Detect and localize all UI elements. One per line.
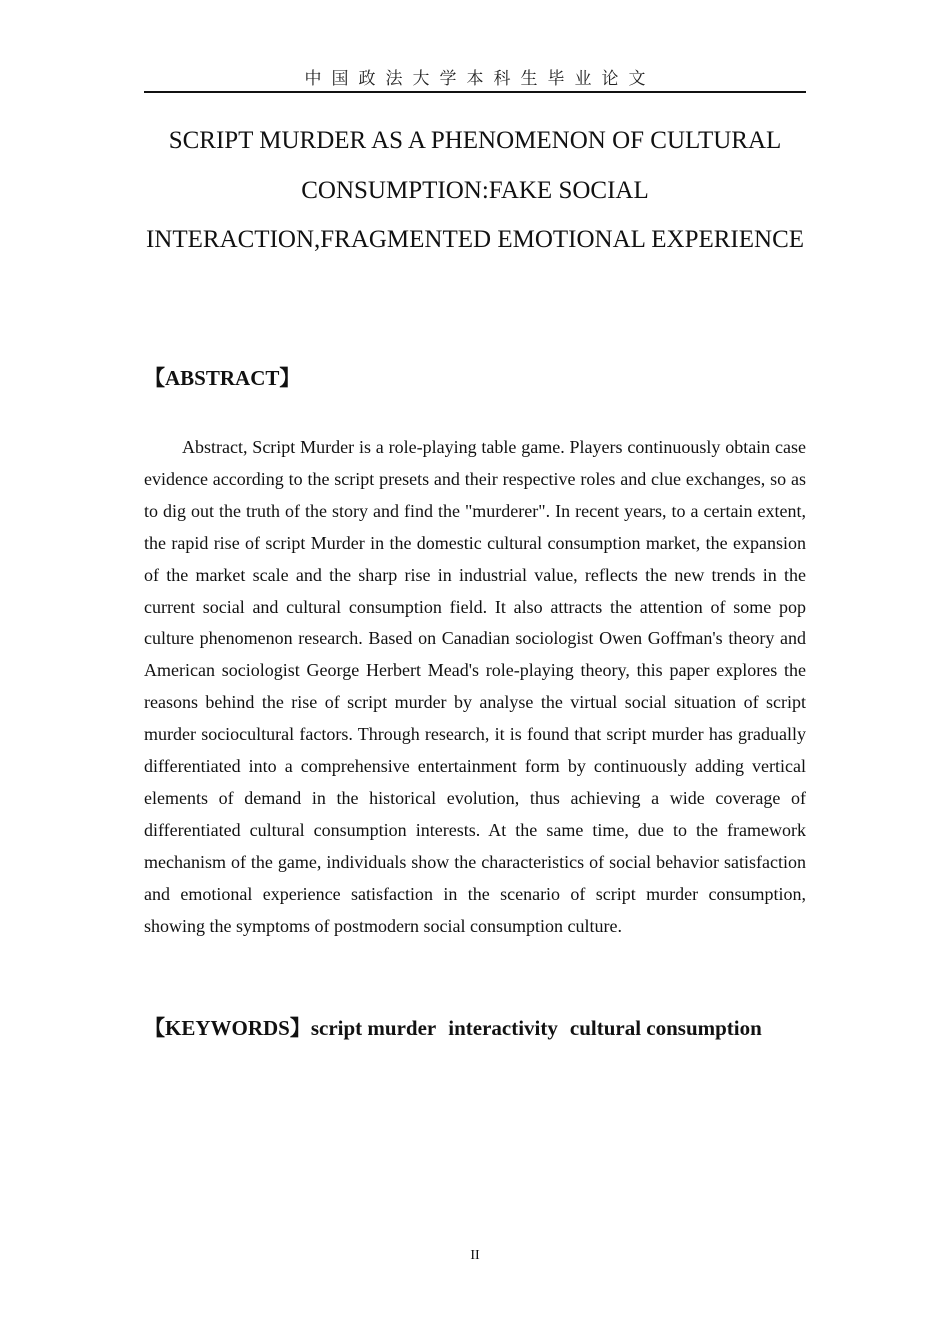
paper-title: SCRIPT MURDER AS A PHENOMENON OF CULTURAL CONSUMPTION:FAKE SOCIAL INTERACTION,FRAGMENTED EMOTIONAL EXPERIENCE	[145, 127, 805, 253]
keywords-line	[144, 1012, 824, 1044]
page-number: II	[470, 1248, 480, 1263]
abstract-heading: 【ABSTRACT】	[144, 366, 301, 390]
running-header: 中国政法大学本科生毕业论文	[304, 69, 656, 89]
keyword: interactivity	[448, 1016, 558, 1040]
keyword: cultural consumption	[569, 1016, 762, 1040]
keyword: script murder	[310, 1016, 437, 1040]
abstract-body: Abstract, Script Murder is a role-playing table game. Players continuously obtain case evidence according to the script presets and their respective roles and clue exchanges, so as to dig out the truth of the story and find the "murderer". In recent years, to a certain extent, the rapid rise of script Murder in the domestic cultural consumption market, the expansion of the market scale and the sharp rise in industrial value, reflects the new trends in the current social and cultural consumption field. It also attracts the attention of some pop culture phenomenon research. Based on Canadian sociologist Owen Goffman's theory and American sociologist George Herbert Mead's role-playing theory, this paper explores the reasons behind the rise of script murder by analyse the virtual social situation of script murder sociocultural factors. Through research, it is found that script murder has gradually differentiated into a comprehensive entertainment form by continuously adding vertical elements of demand in the historical evolution, thus achieving a wide coverage of differentiated cultural consumption interests. At the same time, due to the framework mechanism of the game, individuals show the characteristics of social behavior satisfaction and emotional experience satisfaction in the scenario of script murder consumption, showing the symptoms of postmodern social consumption culture.	[144, 437, 806, 936]
header-rule	[144, 91, 806, 93]
keywords-label: 【KEYWORDS】	[144, 1016, 311, 1040]
